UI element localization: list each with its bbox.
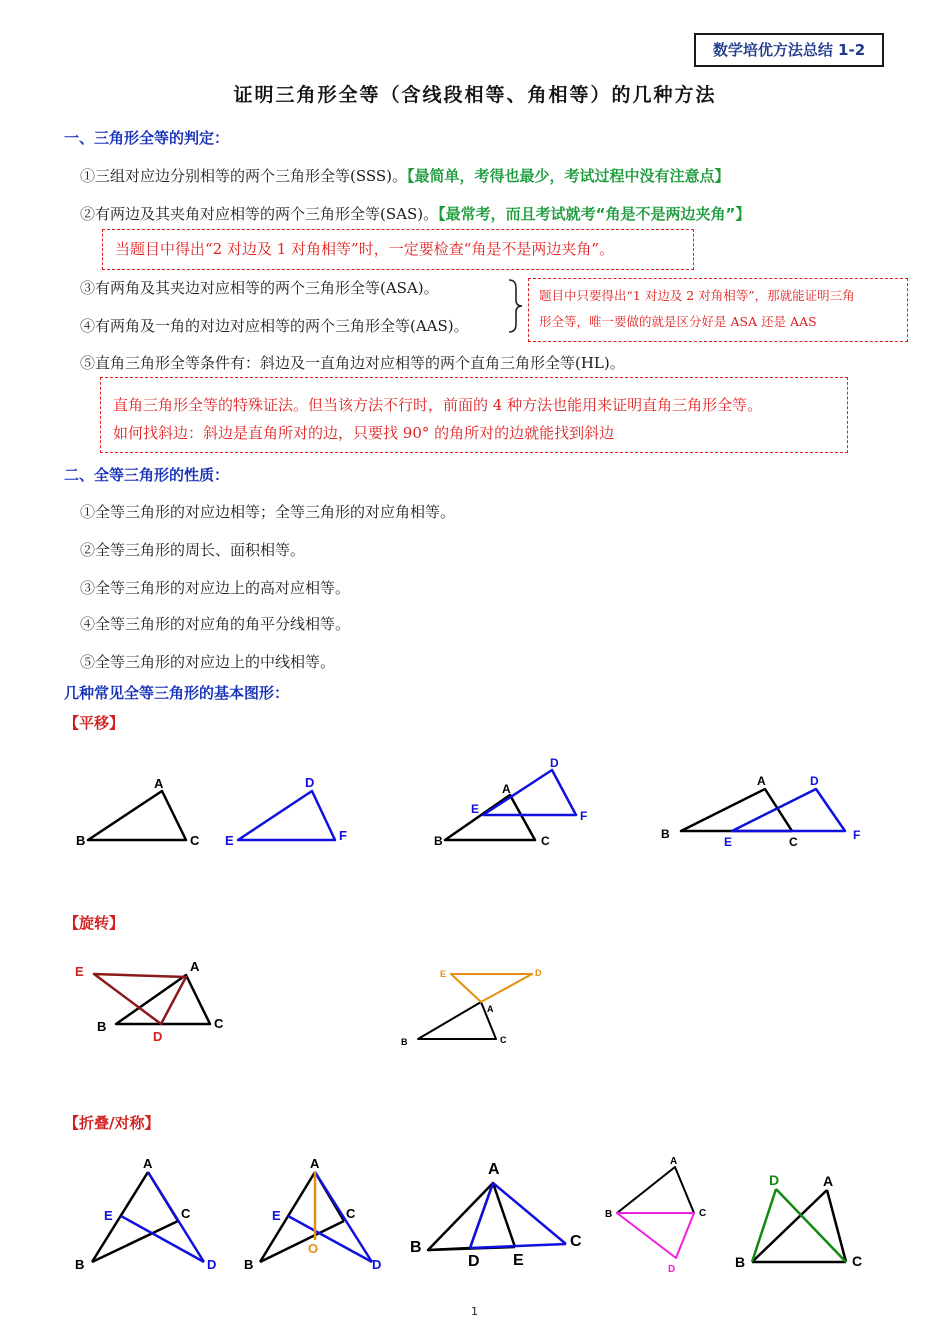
point-label: E — [513, 1252, 524, 1269]
point-label: E — [75, 964, 84, 979]
point-label: F — [339, 828, 347, 843]
point-label: C — [181, 1206, 191, 1221]
point-label: E — [440, 969, 447, 979]
point-label: F — [853, 828, 861, 842]
point-label: B — [76, 833, 86, 848]
point-label: O — [308, 1241, 319, 1256]
hl-note-line1: 直角三角形全等的特殊证法。但当该方法不行时，前面的 4 种方法也能用来证明直角三角形全等。 — [113, 396, 763, 414]
point-label: D — [153, 1029, 163, 1044]
point-label: C — [346, 1206, 356, 1221]
point-label: D — [810, 774, 819, 788]
point-label: E — [104, 1208, 113, 1223]
criterion-hl: ⑤直角三角形全等条件有：斜边及一直角边对应相等的两个直角三角形全等(HL)。 — [80, 354, 625, 372]
asa-aas-note-line2: 形全等，唯一要做的就是区分好是 ASA 还是 AAS — [539, 314, 817, 329]
point-label: D — [207, 1257, 217, 1272]
section2-heading: 二、全等三角形的性质： — [64, 466, 230, 484]
point-label: C — [789, 835, 798, 849]
asa-aas-note-line1: 题目中只要得出“1 对边及 2 对角相等”，那就能证明三角 — [539, 288, 855, 303]
point-label: F — [580, 809, 588, 823]
point-label: A — [143, 1156, 153, 1171]
rotate-figure-2 — [418, 974, 532, 1039]
point-label: A — [757, 774, 766, 788]
property-item: ③全等三角形的对应边上的高对应相等。 — [80, 579, 351, 597]
property-item: ④全等三角形的对应角的角平分线相等。 — [80, 615, 351, 633]
point-label: B — [434, 834, 443, 848]
point-label: C — [541, 834, 550, 848]
criterion-aas: ④有两角及一角的对边对应相等的两个三角形全等(AAS)。 — [80, 317, 469, 335]
page-number: 1 — [471, 1305, 478, 1318]
criterion-sas-note: 【最常考，而且考试就考“角是不是两边夹角”】 — [438, 205, 751, 223]
point-label: D — [372, 1257, 382, 1272]
point-label: B — [401, 1037, 408, 1047]
point-label: A — [488, 1161, 500, 1178]
fold-figure-4 — [617, 1167, 694, 1258]
point-label: E — [471, 802, 480, 816]
point-label: C — [500, 1035, 507, 1045]
point-label: A — [823, 1173, 834, 1189]
fold-figure-5 — [752, 1189, 846, 1262]
point-label: E — [225, 833, 234, 848]
point-label: B — [661, 827, 670, 841]
translate-figure-1 — [88, 791, 335, 840]
point-label: C — [852, 1253, 863, 1269]
translate-figure-2 — [445, 770, 576, 840]
criterion-sas-text: ②有两边及其夹角对应相等的两个三角形全等(SAS)。 — [80, 205, 439, 223]
property-item: ②全等三角形的周长、面积相等。 — [80, 541, 306, 559]
series-tag: 数学培优方法总结 1-2 — [694, 33, 884, 67]
criterion-asa: ③有两角及其夹边对应相等的两个三角形全等(ASA)。 — [80, 279, 439, 297]
criterion-sss-note: 【最简单，考得也最少，考试过程中没有注意点】 — [407, 167, 730, 185]
point-label: D — [468, 1253, 480, 1270]
point-label: D — [668, 1264, 676, 1275]
point-label: A — [670, 1156, 678, 1167]
point-label: C — [190, 833, 200, 848]
translate-heading: 【平移】 — [64, 714, 125, 732]
sas-warning-text: 当题目中得出“2 对边及 1 对角相等”时，一定要检查“角是不是两边夹角”。 — [115, 240, 615, 258]
point-label: E — [272, 1208, 281, 1223]
point-label: C — [699, 1208, 707, 1219]
property-item: ⑤全等三角形的对应边上的中线相等。 — [80, 653, 336, 671]
point-label: D — [305, 775, 315, 790]
point-label: A — [502, 782, 511, 796]
page-title: 证明三角形全等（含线段相等、角相等）的几种方法 — [233, 84, 717, 106]
point-label: C — [214, 1016, 224, 1031]
point-label: B — [605, 1209, 613, 1220]
section3-heading: 几种常见全等三角形的基本图形： — [64, 684, 290, 702]
point-label: B — [735, 1254, 746, 1270]
point-label: B — [244, 1257, 254, 1272]
point-label: E — [724, 835, 733, 849]
point-label: D — [535, 968, 542, 978]
property-item: ①全等三角形的对应边相等；全等三角形的对应角相等。 — [80, 503, 456, 521]
point-label: A — [310, 1156, 320, 1171]
fold-figure-3 — [428, 1183, 566, 1250]
fold-heading: 【折叠/对称】 — [64, 1114, 160, 1132]
point-label: A — [190, 959, 200, 974]
point-label: A — [487, 1004, 494, 1014]
rotate-heading: 【旋转】 — [64, 914, 125, 932]
criterion-sss-text: ①三组对应边分别相等的两个三角形全等(SSS)。 — [80, 167, 408, 185]
hl-note-line2: 如何找斜边：斜边是直角所对的边，只要找 90° 的角所对的边就能找到斜边 — [113, 424, 615, 442]
section1-heading: 一、三角形全等的判定： — [64, 129, 230, 147]
point-label: D — [550, 756, 559, 770]
point-label: D — [769, 1172, 780, 1188]
point-label: A — [154, 776, 164, 791]
point-label: B — [97, 1019, 107, 1034]
translate-figure-3 — [681, 789, 845, 831]
point-label: B — [75, 1257, 85, 1272]
point-label: C — [570, 1233, 582, 1250]
point-label: B — [410, 1239, 422, 1256]
rotate-figure-1 — [94, 974, 210, 1024]
